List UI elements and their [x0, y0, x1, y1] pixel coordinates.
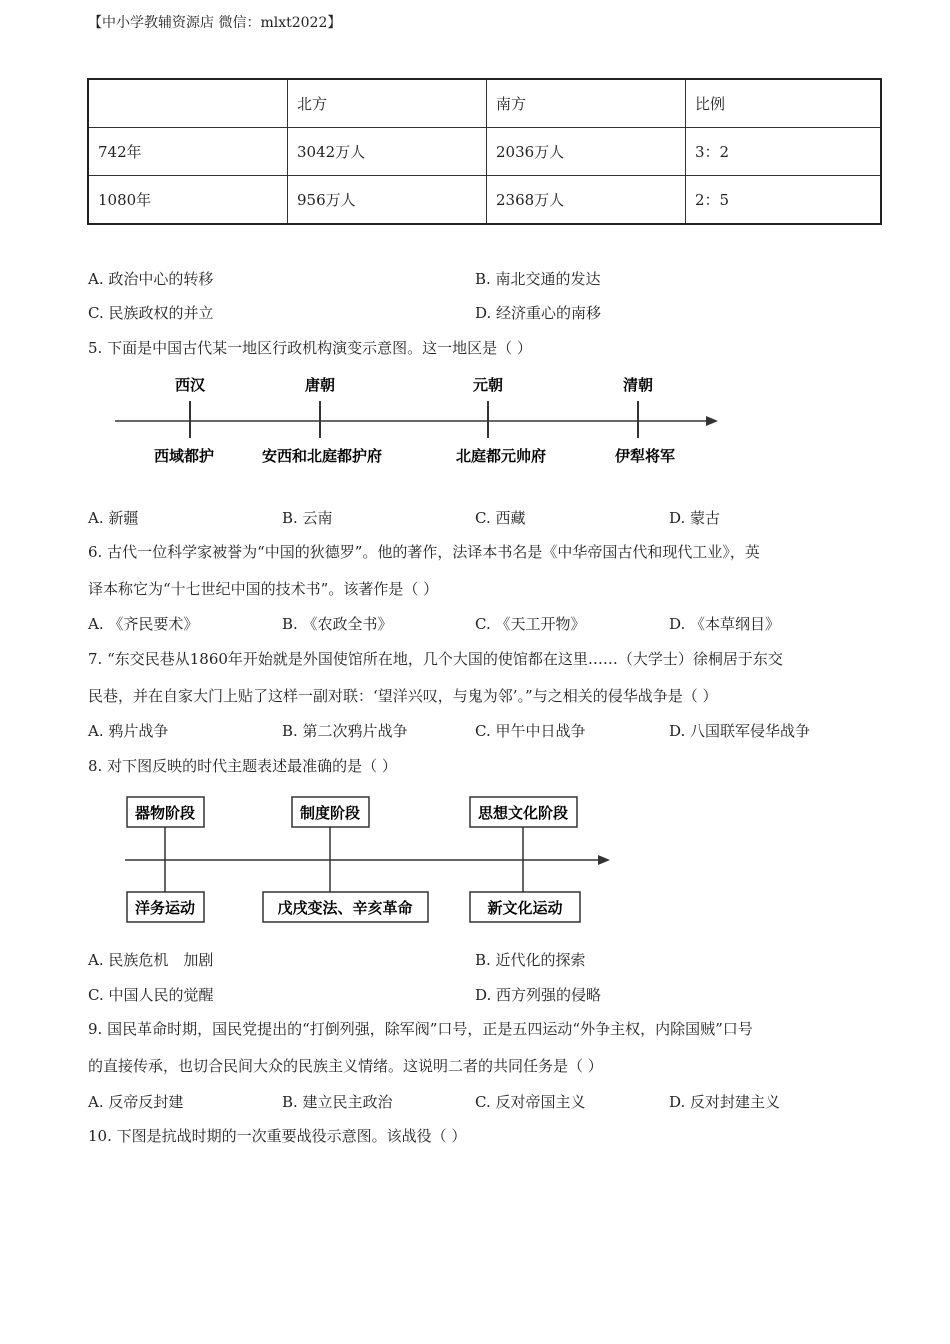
q9-option-b: B. 建立民主政治: [282, 1093, 393, 1111]
q5-option-a: A. 新疆: [88, 509, 139, 527]
q7-option-b: B. 第二次鸦片战争: [282, 722, 408, 740]
era-label: 元朝: [472, 376, 504, 394]
table-row: [88, 128, 881, 176]
q6-option-b: B. 《农政全书》: [282, 615, 393, 633]
q4-option-b: B. 南北交通的发达: [475, 270, 601, 288]
diagram-arrowhead: [598, 855, 610, 865]
event-label: 戊戌变法、辛亥革命: [277, 899, 413, 917]
q8-stem: 8. 对下图反映的时代主题表述最准确的是（ ）: [88, 757, 397, 775]
q9-option-d: D. 反对封建主义: [669, 1093, 781, 1111]
table-cell: 1080年: [88, 176, 288, 225]
q8-option-a: A. 民族危机 加剧: [88, 951, 214, 969]
q9-stem-line2: 的直接传承，也切合民间大众的民族主义情绪。这说明二者的共同任务是（ ）: [88, 1057, 603, 1075]
q5-option-b: B. 云南: [282, 509, 333, 527]
q4-option-d: D. 经济重心的南移: [475, 304, 602, 322]
institution-label: 西域都护: [153, 447, 215, 465]
q6-option-c: C. 《天工开物》: [475, 615, 586, 633]
timeline-arrowhead: [706, 416, 718, 426]
table-cell: 742年: [88, 128, 288, 176]
q5-timeline-diagram: [110, 368, 730, 478]
table-cell: 2：5: [686, 176, 882, 225]
stage-label: 器物阶段: [134, 804, 196, 822]
q8-stage-diagram: [120, 790, 620, 930]
q9-stem-line1: 9. 国民革命时期，国民党提出的“打倒列强，除军阀”口号，正是五四运动“外争主权，内除国贼”口号: [88, 1020, 753, 1038]
q7-option-c: C. 甲午中日战争: [475, 722, 586, 740]
table-cell: 3：2: [686, 128, 882, 176]
table-cell: 北方: [288, 79, 487, 128]
q5-option-d: D. 蒙古: [669, 509, 721, 527]
q4-option-a: A. 政治中心的转移: [88, 270, 214, 288]
q7-stem-line2: 民巷，并在自家大门上贴了这样一副对联：‘望洋兴叹，与鬼为邻’。”与之相关的侵华战争是（ ）: [88, 687, 718, 705]
institution-label: 伊犁将军: [614, 447, 676, 465]
table-row: [88, 176, 881, 225]
q4-option-c: C. 民族政权的并立: [88, 304, 214, 322]
population-table: [87, 78, 882, 225]
table-cell: 南方: [487, 79, 686, 128]
q5-option-c: C. 西藏: [475, 509, 526, 527]
q5-stem: 5. 下面是中国古代某一地区行政机构演变示意图。这一地区是（ ）: [88, 339, 532, 357]
stage-label: 制度阶段: [299, 804, 361, 822]
page-header: 【中小学教辅资源店 微信：mlxt2022】: [88, 15, 342, 31]
q7-stem-line1: 7. “东交民巷从1860年开始就是外国使馆所在地，几个大国的使馆都在这里……（大学士）徐桐居于东交: [88, 650, 783, 668]
table-cell: 2036万人: [487, 128, 686, 176]
q8-option-d: D. 西方列强的侵略: [475, 986, 602, 1004]
q6-option-a: A. 《齐民要术》: [88, 615, 199, 633]
institution-label: 安西和北庭都护府: [261, 447, 383, 465]
era-label: 西汉: [174, 376, 206, 394]
stage-label: 思想文化阶段: [477, 804, 569, 822]
q10-stem: 10. 下图是抗战时期的一次重要战役示意图。该战役（ ）: [88, 1127, 467, 1145]
q6-stem-line2: 译本称它为“十七世纪中国的技术书”。该著作是（ ）: [88, 580, 439, 598]
institution-label: 北庭都元帅府: [455, 447, 547, 465]
q7-option-d: D. 八国联军侵华战争: [669, 722, 811, 740]
table-cell: 3042万人: [288, 128, 487, 176]
q8-option-b: B. 近代化的探索: [475, 951, 586, 969]
q7-option-a: A. 鸦片战争: [88, 722, 169, 740]
q6-stem-line1: 6. 古代一位科学家被誉为“中国的狄德罗”。他的著作，法译本书名是《中华帝国古代和现代工业》，英: [88, 543, 760, 561]
table-cell: 比例: [686, 79, 882, 128]
table-cell: 956万人: [288, 176, 487, 225]
table-cell: 2368万人: [487, 176, 686, 225]
q8-option-c: C. 中国人民的觉醒: [88, 986, 214, 1004]
era-label: 清朝: [622, 376, 654, 394]
event-label: 洋务运动: [134, 899, 196, 917]
event-label: 新文化运动: [487, 899, 563, 917]
era-label: 唐朝: [304, 376, 336, 394]
table-cell: [88, 79, 288, 128]
q9-option-a: A. 反帝反封建: [88, 1093, 184, 1111]
table-header-row: [88, 79, 881, 128]
q6-option-d: D. 《本草纲目》: [669, 615, 781, 633]
q9-option-c: C. 反对帝国主义: [475, 1093, 586, 1111]
